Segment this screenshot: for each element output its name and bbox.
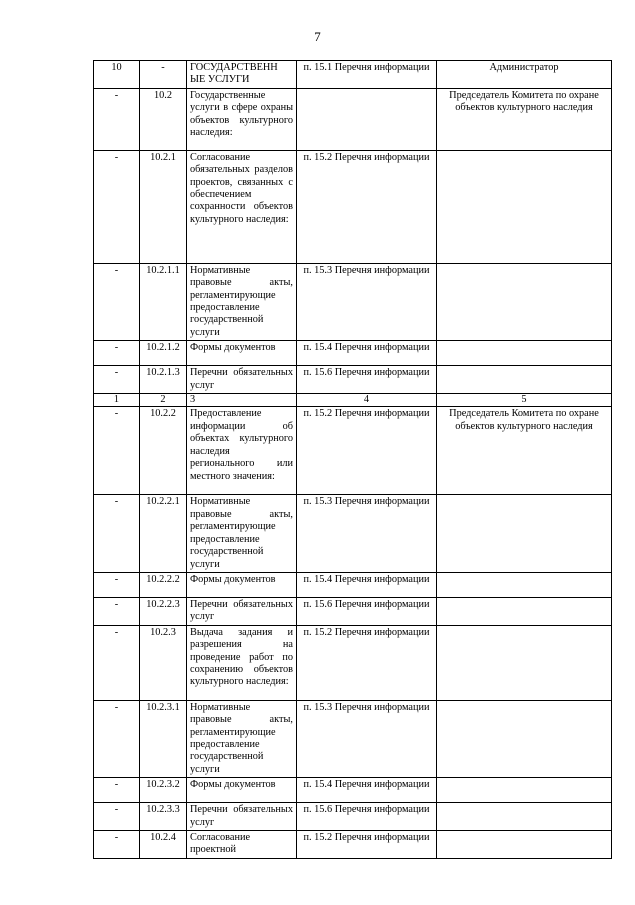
- cell-number: -: [94, 495, 140, 572]
- services-table: [93, 60, 612, 859]
- table-row: [94, 407, 612, 495]
- table-row: [94, 88, 612, 150]
- cell-code: 10.2.2: [140, 407, 187, 495]
- cell-name: Предоставление информации об объектах культурного наследия регионального или местного значения:: [187, 407, 297, 495]
- cell-responsible: [437, 341, 612, 366]
- table-row: [94, 625, 612, 700]
- cell-code: 10.2.2.1: [140, 495, 187, 572]
- cell-reference: [297, 88, 437, 150]
- page-number: 7: [314, 29, 321, 44]
- cell-code: 2: [140, 394, 187, 407]
- cell-number: -: [94, 572, 140, 597]
- cell-name: Выдача задания и разрешения на проведение работ по сохранению объектов культурного наследия:: [187, 625, 297, 700]
- cell-number: 10: [94, 61, 140, 89]
- cell-code: 10.2.1.1: [140, 263, 187, 340]
- cell-number: -: [94, 263, 140, 340]
- cell-name: Перечни обязательных услуг: [187, 803, 297, 831]
- table-row: [94, 263, 612, 340]
- table-row: [94, 803, 612, 831]
- cell-code: 10.2.2.2: [140, 572, 187, 597]
- cell-reference: 4: [297, 394, 437, 407]
- cell-name: Нормативные правовые акты, регламентирующие предоставление государственной услуги: [187, 495, 297, 572]
- cell-reference: п. 15.6 Перечня информации: [297, 366, 437, 394]
- cell-number: -: [94, 366, 140, 394]
- table-row: [94, 572, 612, 597]
- cell-code: 10.2.2.3: [140, 597, 187, 625]
- cell-number: -: [94, 625, 140, 700]
- cell-name: Согласование проектной: [187, 830, 297, 858]
- table-row: [94, 61, 612, 89]
- cell-responsible: [437, 150, 612, 263]
- table-row: [94, 700, 612, 777]
- cell-code: 10.2.1.3: [140, 366, 187, 394]
- cell-responsible: [437, 625, 612, 700]
- cell-responsible: [437, 597, 612, 625]
- cell-number: 1: [94, 394, 140, 407]
- cell-code: 10.2: [140, 88, 187, 150]
- cell-name: Формы документов: [187, 341, 297, 366]
- cell-name: ГОСУДАРСТВЕНН ЫЕ УСЛУГИ: [187, 61, 297, 89]
- cell-reference: п. 15.4 Перечня информации: [297, 572, 437, 597]
- cell-responsible: Администратор: [437, 61, 612, 89]
- cell-reference: п. 15.2 Перечня информации: [297, 150, 437, 263]
- cell-number: -: [94, 700, 140, 777]
- cell-number: -: [94, 803, 140, 831]
- cell-reference: п. 15.2 Перечня информации: [297, 407, 437, 495]
- cell-responsible: [437, 803, 612, 831]
- table-row: [94, 366, 612, 394]
- cell-number: -: [94, 341, 140, 366]
- cell-reference: п. 15.4 Перечня информации: [297, 341, 437, 366]
- table-body: [94, 61, 612, 859]
- cell-code: 10.2.4: [140, 830, 187, 858]
- cell-code: 10.2.3.1: [140, 700, 187, 777]
- cell-number: -: [94, 150, 140, 263]
- cell-name: Перечни обязательных услуг: [187, 366, 297, 394]
- cell-responsible: Председатель Комитета по охране объектов культурного наследия: [437, 407, 612, 495]
- cell-reference: п. 15.6 Перечня информации: [297, 803, 437, 831]
- cell-name: Формы документов: [187, 572, 297, 597]
- cell-number: -: [94, 88, 140, 150]
- cell-name: Согласование обязательных разделов проектов, связанных с обеспечением сохранности объектов культурного наследия:: [187, 150, 297, 263]
- cell-responsible: 5: [437, 394, 612, 407]
- cell-name: Нормативные правовые акты, регламентирующие предоставление государственной услуги: [187, 700, 297, 777]
- cell-reference: п. 15.4 Перечня информации: [297, 778, 437, 803]
- table-row: [94, 778, 612, 803]
- cell-reference: п. 15.3 Перечня информации: [297, 495, 437, 572]
- table-row: [94, 495, 612, 572]
- cell-name: Формы документов: [187, 778, 297, 803]
- table-row: [94, 597, 612, 625]
- cell-responsible: [437, 830, 612, 858]
- cell-responsible: [437, 263, 612, 340]
- cell-reference: п. 15.3 Перечня информации: [297, 263, 437, 340]
- cell-name: 3: [187, 394, 297, 407]
- cell-responsible: [437, 572, 612, 597]
- cell-reference: п. 15.6 Перечня информации: [297, 597, 437, 625]
- cell-responsible: [437, 778, 612, 803]
- column-numbers-row: [94, 394, 612, 407]
- cell-number: -: [94, 778, 140, 803]
- cell-responsible: [437, 495, 612, 572]
- cell-responsible: Председатель Комитета по охране объектов культурного наследия: [437, 88, 612, 150]
- cell-responsible: [437, 366, 612, 394]
- cell-number: -: [94, 830, 140, 858]
- cell-name: Перечни обязательных услуг: [187, 597, 297, 625]
- cell-code: -: [140, 61, 187, 89]
- cell-code: 10.2.3.3: [140, 803, 187, 831]
- cell-code: 10.2.3: [140, 625, 187, 700]
- cell-code: 10.2.1: [140, 150, 187, 263]
- table-row: [94, 830, 612, 858]
- cell-reference: п. 15.2 Перечня информации: [297, 625, 437, 700]
- cell-reference: п. 15.2 Перечня информации: [297, 830, 437, 858]
- cell-number: -: [94, 407, 140, 495]
- cell-reference: п. 15.3 Перечня информации: [297, 700, 437, 777]
- table-row: [94, 150, 612, 263]
- cell-reference: п. 15.1 Перечня информации: [297, 61, 437, 89]
- cell-number: -: [94, 597, 140, 625]
- table-row: [94, 341, 612, 366]
- cell-responsible: [437, 700, 612, 777]
- cell-code: 10.2.3.2: [140, 778, 187, 803]
- cell-name: Государственные услуги в сфере охраны объектов культурного наследия:: [187, 88, 297, 150]
- cell-name: Нормативные правовые акты, регламентирующие предоставление государственной услуги: [187, 263, 297, 340]
- cell-code: 10.2.1.2: [140, 341, 187, 366]
